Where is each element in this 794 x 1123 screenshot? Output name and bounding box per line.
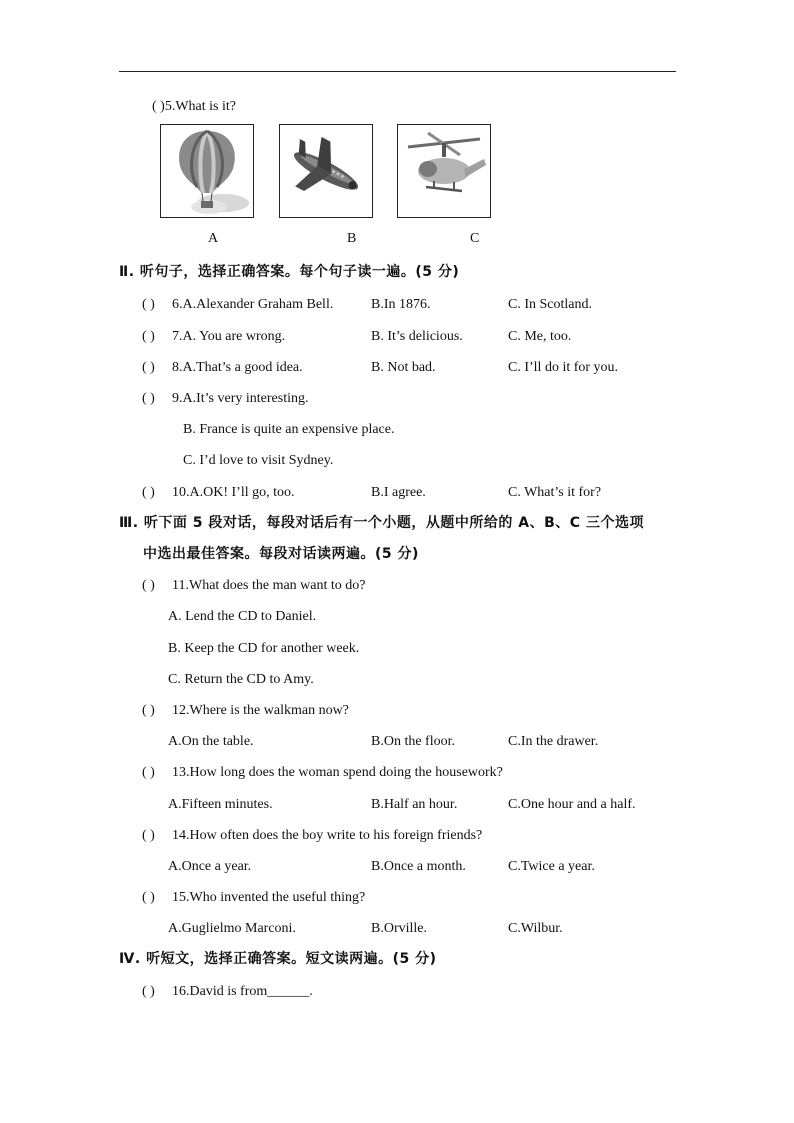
option-8-c: C. I’ll do it for you. <box>508 360 619 375</box>
option-7-c: C. Me, too. <box>508 329 572 344</box>
helicopter-image <box>397 124 491 218</box>
question-7: ( ) 7.A. You are wrong. <box>142 329 286 344</box>
option-14-c: C.Twice a year. <box>508 859 595 874</box>
option-11-b: B. Keep the CD for another week. <box>168 641 360 656</box>
option-11-c: C. Return the CD to Amy. <box>168 672 314 687</box>
option-12-b: B.On the floor. <box>371 734 455 749</box>
option-12-a: A.On the table. <box>168 734 254 749</box>
section-4-heading: Ⅳ. 听短文，选择正确答案。短文读两遍。(5 分) <box>119 951 437 967</box>
option-label-b: B <box>347 231 357 246</box>
question-13: ( ) 13.How long does the woman spend doing the housework? <box>142 765 503 780</box>
answer-paren[interactable]: ( ) <box>142 765 155 780</box>
option-15-a: A.Guglielmo Marconi. <box>168 921 296 936</box>
header-rule <box>119 71 676 72</box>
question-14: ( ) 14.How often does the boy write to his foreign friends? <box>142 828 483 843</box>
option-13-b: B.Half an hour. <box>371 797 458 812</box>
question-6: ( ) 6.A.Alexander Graham Bell. <box>142 297 334 312</box>
answer-paren[interactable]: ( ) <box>142 984 155 999</box>
answer-paren[interactable]: ( ) <box>142 360 155 375</box>
answer-paren[interactable]: ( ) <box>142 578 155 593</box>
option-6-b: B.In 1876. <box>371 297 431 312</box>
option-label-a: A <box>208 231 219 246</box>
section-3-heading-cont: 中选出最佳答案。每段对话读两遍。(5 分) <box>143 546 419 562</box>
answer-paren[interactable]: ( ) <box>142 391 155 406</box>
option-11-a: A. Lend the CD to Daniel. <box>168 609 317 624</box>
option-15-b: B.Orville. <box>371 921 427 936</box>
option-9-c: C. I’d love to visit Sydney. <box>183 453 334 468</box>
answer-paren[interactable]: ( ) <box>142 703 155 718</box>
option-label-c: C <box>470 231 480 246</box>
section-3-heading: Ⅲ. 听下面 5 段对话，每段对话后有一个小题，从题中所给的 A、B、C 三个选项 <box>119 515 644 531</box>
option-10-b: B.I agree. <box>371 485 426 500</box>
option-9-b: B. France is quite an expensive place. <box>183 422 395 437</box>
option-14-a: A.Once a year. <box>168 859 252 874</box>
section-2-heading: Ⅱ. 听句子，选择正确答案。每个句子读一遍。(5 分) <box>119 264 460 280</box>
option-7-b: B. It’s delicious. <box>371 329 463 344</box>
hot-air-balloon-image <box>160 124 254 218</box>
airplane-image <box>279 124 373 218</box>
question-12: ( ) 12.Where is the walkman now? <box>142 703 349 718</box>
option-13-a: A.Fifteen minutes. <box>168 797 273 812</box>
question-5 <box>152 98 236 116</box>
question-16: ( ) 16.David is from______. <box>142 984 313 999</box>
option-14-b: B.Once a month. <box>371 859 466 874</box>
option-6-c: C. In Scotland. <box>508 297 592 312</box>
question-9: ( ) 9.A.It’s very interesting. <box>142 391 309 406</box>
option-15-c: C.Wilbur. <box>508 921 563 936</box>
answer-paren[interactable]: ( ) <box>142 890 155 905</box>
answer-paren[interactable]: ( ) <box>142 297 155 312</box>
question-11: ( ) 11.What does the man want to do? <box>142 578 366 593</box>
option-8-b: B. Not bad. <box>371 360 436 375</box>
option-10-c: C. What’s it for? <box>508 485 602 500</box>
answer-paren[interactable]: ( ) <box>152 99 165 114</box>
answer-paren[interactable]: ( ) <box>142 329 155 344</box>
question-text: 5.What is it? <box>164 99 236 114</box>
option-13-c: C.One hour and a half. <box>508 797 636 812</box>
answer-paren[interactable]: ( ) <box>142 485 155 500</box>
question-8: ( ) 8.A.That’s a good idea. <box>142 360 303 375</box>
option-12-c: C.In the drawer. <box>508 734 599 749</box>
answer-paren[interactable]: ( ) <box>142 828 155 843</box>
question-15: ( ) 15.Who invented the useful thing? <box>142 890 366 905</box>
question-10: ( ) 10.A.OK! I’ll go, too. <box>142 485 295 500</box>
